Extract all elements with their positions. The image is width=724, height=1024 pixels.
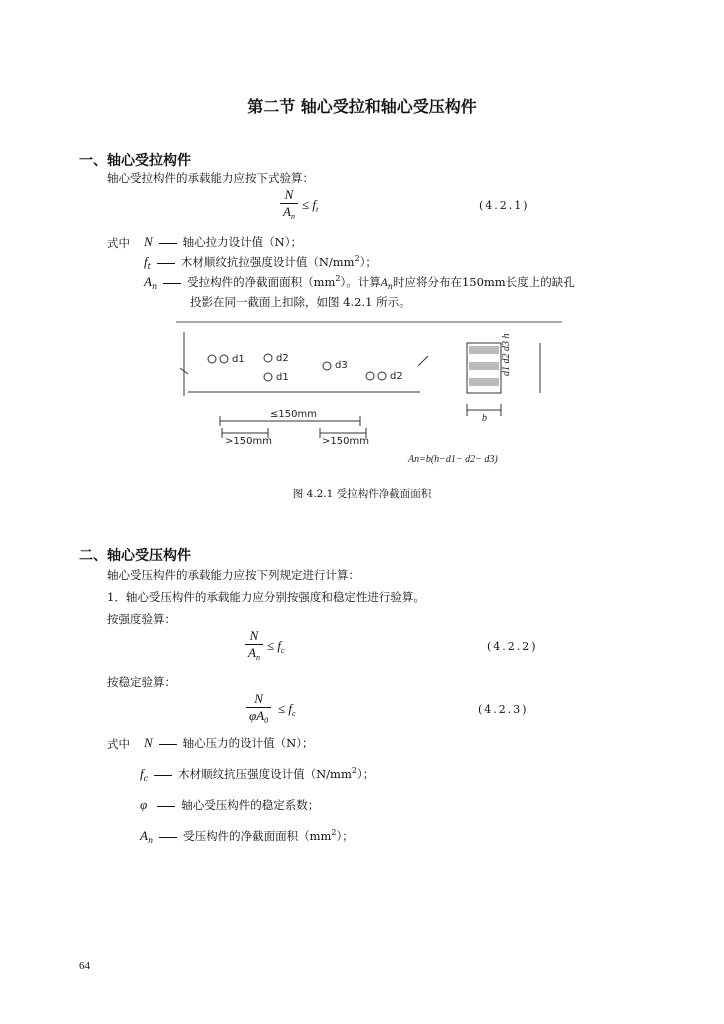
label-d3-a: d3 (335, 360, 348, 371)
eq3-number: (4.2.3) (478, 703, 529, 716)
eq1-numerator: N (284, 187, 294, 202)
term-An-tension: $A_n$ 受拉构件的净截面面积$(mm^2)$。计算$A_n$时应将分布在150mm长度上的缺孔 (144, 274, 575, 291)
label-gt-150-left: >150mm (225, 436, 272, 447)
eq2-denominator: $A_n$ (248, 645, 260, 662)
eq2-numerator: N (249, 628, 259, 643)
label-d2-a: d2 (276, 353, 289, 364)
figure-caption: 图 4.2.1 受拉构件净截面面积 (292, 488, 432, 500)
page-title: 第二节 轴心受拉和轴心受压构件 (247, 97, 477, 116)
term-An-compression: $A_n$ 受压构件的净截面面积$(mm^2)$； (140, 828, 354, 845)
term-N-compression: N 轴心压力的设计值（N）； (144, 735, 314, 750)
section2-where-label: 式中 (107, 737, 130, 751)
section1-heading: 一、轴心受拉构件 (79, 153, 191, 169)
eq2-number: (4.2.2) (487, 640, 538, 653)
section2-item1: 1．轴心受压构件的承载能力应分别按强度和稳定性进行验算。 (107, 590, 425, 604)
term-N-tension: N 轴心拉力设计值（N）； (144, 234, 302, 249)
label-le-150: ≤150mm (270, 409, 317, 420)
label-d1-a: d1 (232, 354, 245, 365)
term-fc: $f_c$ 木材顺纹抗压强度设计值$(N/mm^2)$； (140, 766, 375, 783)
stability-check-label: 按稳定验算： (107, 675, 176, 689)
page-number: 64 (79, 960, 90, 972)
strength-check-label: 按强度验算： (107, 612, 176, 626)
eq2-rhs: ≤ $f_c$ (267, 638, 285, 655)
eq3-denominator: $\varphi A_0$ (249, 708, 269, 725)
cross-section-hatch-2 (469, 362, 499, 370)
cross-section-hatch-1 (469, 346, 499, 354)
hole-d1-group (208, 354, 245, 365)
section2-heading: 二、轴心受压构件 (79, 548, 191, 564)
term-An-continued: 投影在同一截面上扣除，如图 4.2.1 所示。 (190, 295, 411, 309)
hole-d2-right-group (366, 371, 403, 382)
label-d2-b: d2 (390, 371, 403, 382)
net-section-figure (170, 318, 570, 468)
eq3-rhs: ≤ $f_c$ (278, 701, 296, 718)
label-d1-b: d1 (276, 372, 289, 383)
eq1-rhs: ≤ $f_t$ (302, 197, 319, 214)
equation-4-2-1 (280, 187, 298, 225)
equation-4-2-3 (246, 691, 271, 729)
term-ft: $f_t$ 木材顺纹抗拉强度设计值$(N/mm^2)$； (144, 254, 377, 271)
label-b: b (482, 413, 487, 424)
hole-d3-group (323, 360, 348, 371)
equation-4-2-2 (245, 628, 263, 666)
label-side-dims: d1 d2 d3 h (501, 333, 512, 376)
eq3-numerator: N (254, 691, 263, 706)
section2-intro: 轴心受压构件的承载能力应按下列规定进行计算： (107, 568, 360, 582)
section1-where-label: 式中 (107, 236, 130, 250)
eq1-denominator: $A_n$ (283, 204, 295, 221)
member-right-break (418, 356, 428, 366)
label-gt-150-right: >150mm (322, 436, 369, 447)
label-net-area-formula: An=b(h−d1− d2− d3) (408, 454, 498, 465)
cross-section-hatch-3 (469, 378, 499, 386)
hole-d2-group (264, 353, 289, 383)
section1-intro: 轴心受拉构件的承载能力应按下式验算： (107, 171, 314, 185)
eq1-number: (4.2.1) (479, 199, 530, 212)
term-phi: φ 轴心受压构件的稳定系数； (140, 797, 320, 812)
